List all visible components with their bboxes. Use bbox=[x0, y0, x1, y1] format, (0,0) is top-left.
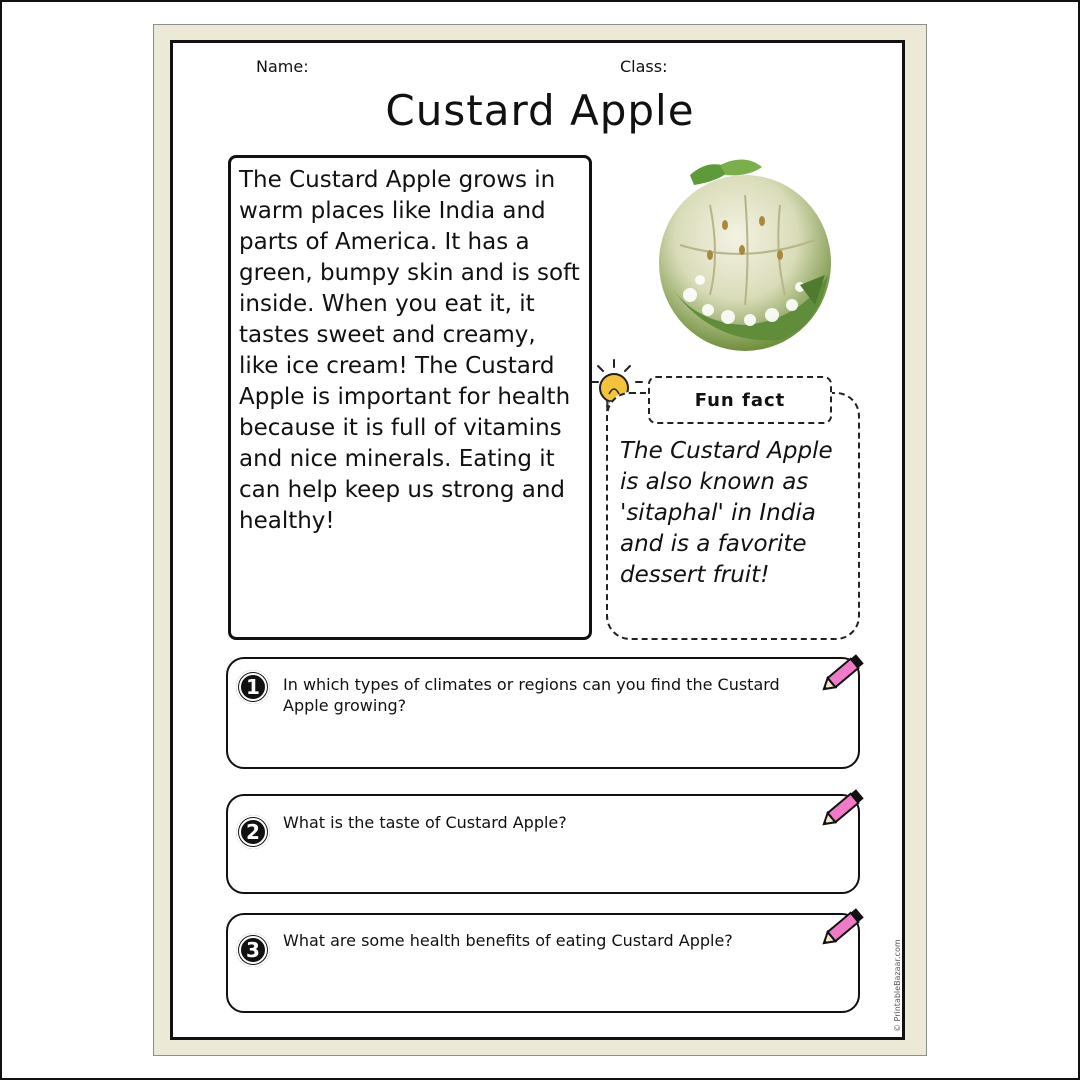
class-label: Class: bbox=[620, 57, 668, 76]
passage-box bbox=[228, 155, 592, 640]
question-2-text: What is the taste of Custard Apple? bbox=[283, 813, 567, 832]
question-3-text: What are some health benefits of eating Custard Apple? bbox=[283, 931, 733, 950]
question-3-answer-box[interactable] bbox=[226, 913, 860, 1013]
question-2-answer-box[interactable] bbox=[226, 794, 860, 894]
name-label: Name: bbox=[256, 57, 309, 76]
question-2-number: 2 bbox=[236, 815, 270, 849]
pencil-icon bbox=[818, 904, 868, 950]
pencil-icon bbox=[818, 785, 868, 831]
question-1-text: In which types of climates or regions can you find the Custard Apple growing? bbox=[283, 675, 780, 715]
fun-fact-heading: Fun fact bbox=[648, 376, 832, 424]
custard-apple-image bbox=[650, 155, 840, 355]
page-title: Custard Apple bbox=[385, 86, 695, 135]
question-1-number: 1 bbox=[236, 670, 270, 704]
fun-fact-text: The Custard Apple is also known as 'sitaphal' in India and is a favorite dessert fruit! bbox=[620, 438, 833, 588]
question-3-number: 3 bbox=[236, 933, 270, 967]
pencil-icon bbox=[818, 650, 868, 696]
passage-text: The Custard Apple grows in warm places like India and parts of America. It has a green, bumpy skin and is soft inside. When you eat it, it tastes sweet and creamy, like ice cream! The Custard Apple is important for health because it is full of vitamins and nice minerals. Eating it can help keep us strong and healthy! bbox=[239, 167, 580, 534]
watermark: © PrintableBazaar.com bbox=[893, 939, 902, 1032]
